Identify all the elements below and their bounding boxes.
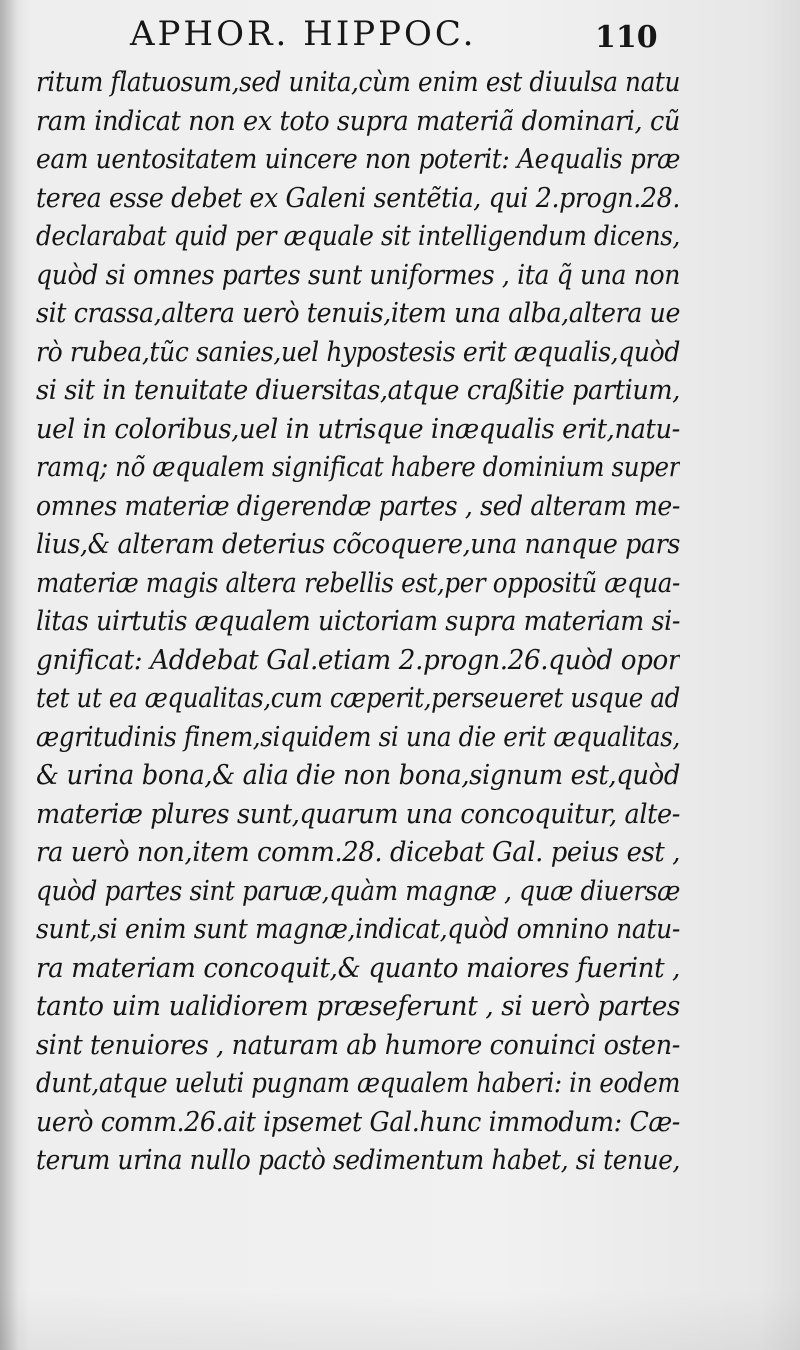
text-line: lius,& alteram deterius cõcoquere,una nanque pars: [36, 529, 680, 560]
text-line: declarabat quid per æquale sit intelligendum dicens,: [36, 221, 680, 252]
text-line: sunt,si enim sunt magnæ,indicat,quòd omnino natu-: [36, 914, 680, 945]
text-line: uel in coloribus,uel in utrisque inæqualis erit,natu-: [36, 413, 680, 445]
text-line: eam uentositatem uincere non poterit: Aequalis præ: [36, 144, 680, 175]
page-number: 110: [595, 20, 658, 55]
text-line: uerò comm.26.ait ipsemet Gal.hunc immodum: Cæ-: [36, 1106, 680, 1138]
text-line: & urina bona,& alia die non bona,signum est,quòd: [36, 760, 680, 791]
text-line: sint tenuiores , naturam ab humore conuinci osten-: [36, 1029, 680, 1061]
text-line: omnes materiæ digerendæ partes , sed alteram me-: [36, 490, 680, 522]
gutter-shadow: [0, 0, 18, 1350]
running-head-title: APHOR. HIPPOC.: [130, 14, 477, 54]
text-line: tanto uim ualidiorem præseferunt , si uerò partes: [36, 991, 680, 1022]
text-line: ritum flatuosum,sed unita,cùm enim est diuulsa natu: [36, 67, 680, 98]
text-line: tet ut ea æqualitas,cum cæperit,perseueret usque ad: [36, 683, 680, 714]
text-line: ramq; nõ æqualem significat habere dominium super: [36, 452, 680, 483]
page-bottom-shade: [0, 1290, 800, 1350]
text-line: ra materiam concoquit,& quanto maiores fuerint ,: [36, 952, 680, 984]
text-line: terea esse debet ex Galeni sentẽtia, qui 2.progn.28.: [36, 182, 680, 214]
text-line: dunt,atque ueluti pugnam æqualem haberi: in eodem: [36, 1068, 680, 1099]
text-line: terum urina nullo pactò sedimentum habet, si tenue,: [36, 1145, 680, 1176]
text-line: materiæ magis altera rebellis est,per oppositũ æqua-: [36, 567, 680, 599]
text-line: sit crassa,altera uerò tenuis,item una alba,altera ue: [36, 298, 680, 329]
text-line: materiæ plures sunt,quarum una concoquitur, alte-: [36, 798, 680, 830]
body-text: [36, 64, 680, 1181]
text-line: gnificat: Addebat Gal.etiam 2.progn.26.quòd opor: [36, 644, 680, 676]
text-line: si sit in tenuitate diuersitas,atque craßitie partium,: [36, 375, 680, 406]
text-line: rò rubea,tũc sanies,uel hypostesis erit æqualis,quòd: [36, 336, 680, 368]
text-line: ægritudinis finem,siquidem si una die erit æqualitas,: [36, 721, 680, 753]
text-line: ram indicat non ex toto supra materiã dominari, cũ: [36, 105, 680, 137]
text-line: quòd si omnes partes sunt uniformes , ita q̃ una non: [36, 259, 680, 291]
text-line: quòd partes sint paruæ,quàm magnæ , quæ diuersæ: [36, 875, 680, 907]
text-line: litas uirtutis æqualem uictoriam supra materiam si-: [36, 606, 680, 637]
text-line: ra uerò non,item comm.28. dicebat Gal. peius est ,: [36, 837, 680, 868]
